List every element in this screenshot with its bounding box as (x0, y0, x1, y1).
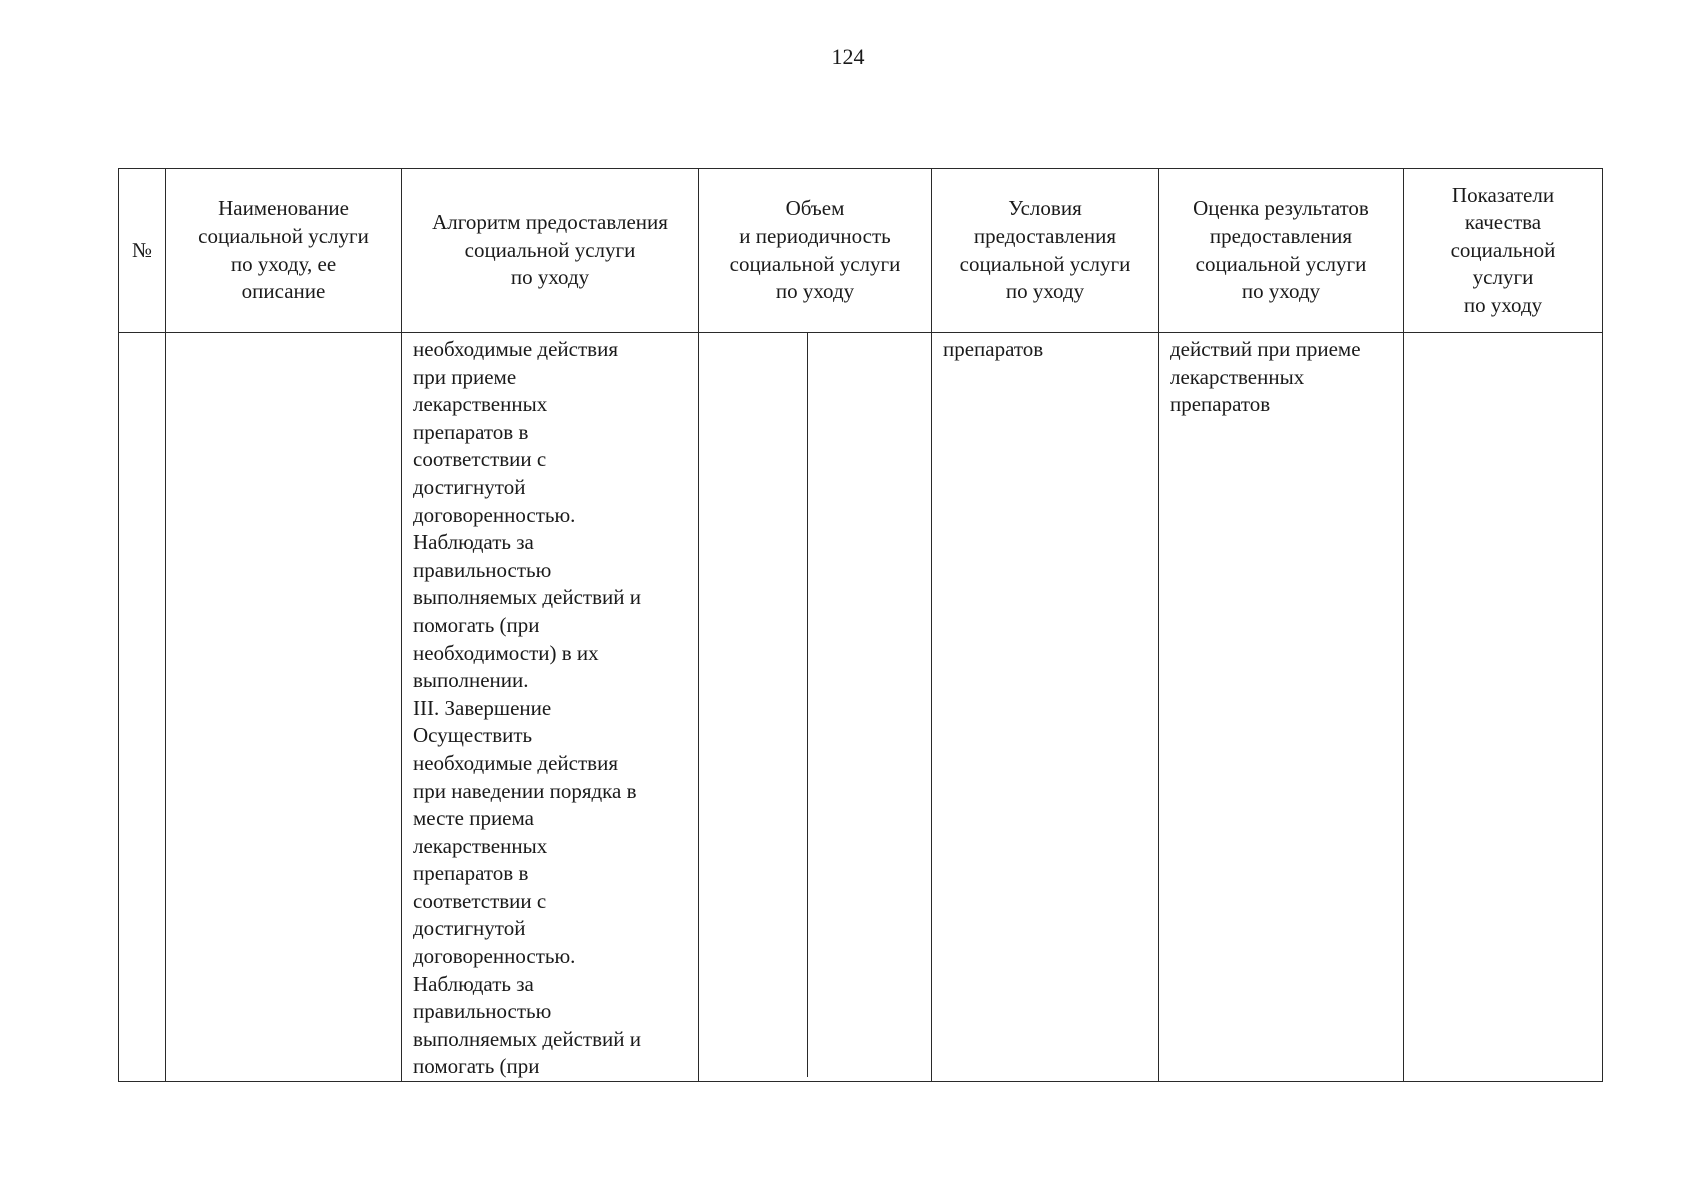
table-header-row (119, 169, 1603, 333)
cell-service-name (166, 333, 402, 1082)
cell-volume-periodicity (808, 333, 931, 1077)
header-number: № (119, 169, 166, 333)
cell-conditions: препаратов (932, 333, 1159, 1082)
cell-number (119, 333, 166, 1082)
header-service-name: Наименование социальной услуги по уходу, ее описание (166, 169, 402, 333)
cell-quality (1404, 333, 1603, 1082)
cell-evaluation: действий при приеме лекарственных препаратов (1159, 333, 1404, 1082)
header-conditions: Условия предоставления социальной услуги по уходу (932, 169, 1159, 333)
services-table (118, 168, 1603, 1082)
cell-volume-sub (699, 333, 808, 1077)
page-number: 124 (831, 44, 865, 69)
table-row (119, 333, 1603, 1082)
header-quality: Показатели качества социальной услуги по уходу (1404, 169, 1603, 333)
header-volume: Объем и периодичность социальной услуги по уходу (699, 169, 932, 333)
header-algorithm: Алгоритм предоставления социальной услуги по уходу (402, 169, 699, 333)
cell-volume (699, 333, 932, 1082)
header-evaluation: Оценка результатов предоставления социальной услуги по уходу (1159, 169, 1404, 333)
cell-algorithm: необходимые действия при приеме лекарственных препаратов в соответствии с достигнутой договоренностью. Наблюдать за правильностью выполняемых действий и помогать (при необходимости) в их выполнении. III. Завершение Осуществить необходимые действия при наведении порядка в месте приема лекарственных препаратов в соответствии с достигнутой договоренностью. Наблюдать за правильностью выполняемых действий и помогать (при (402, 333, 699, 1082)
